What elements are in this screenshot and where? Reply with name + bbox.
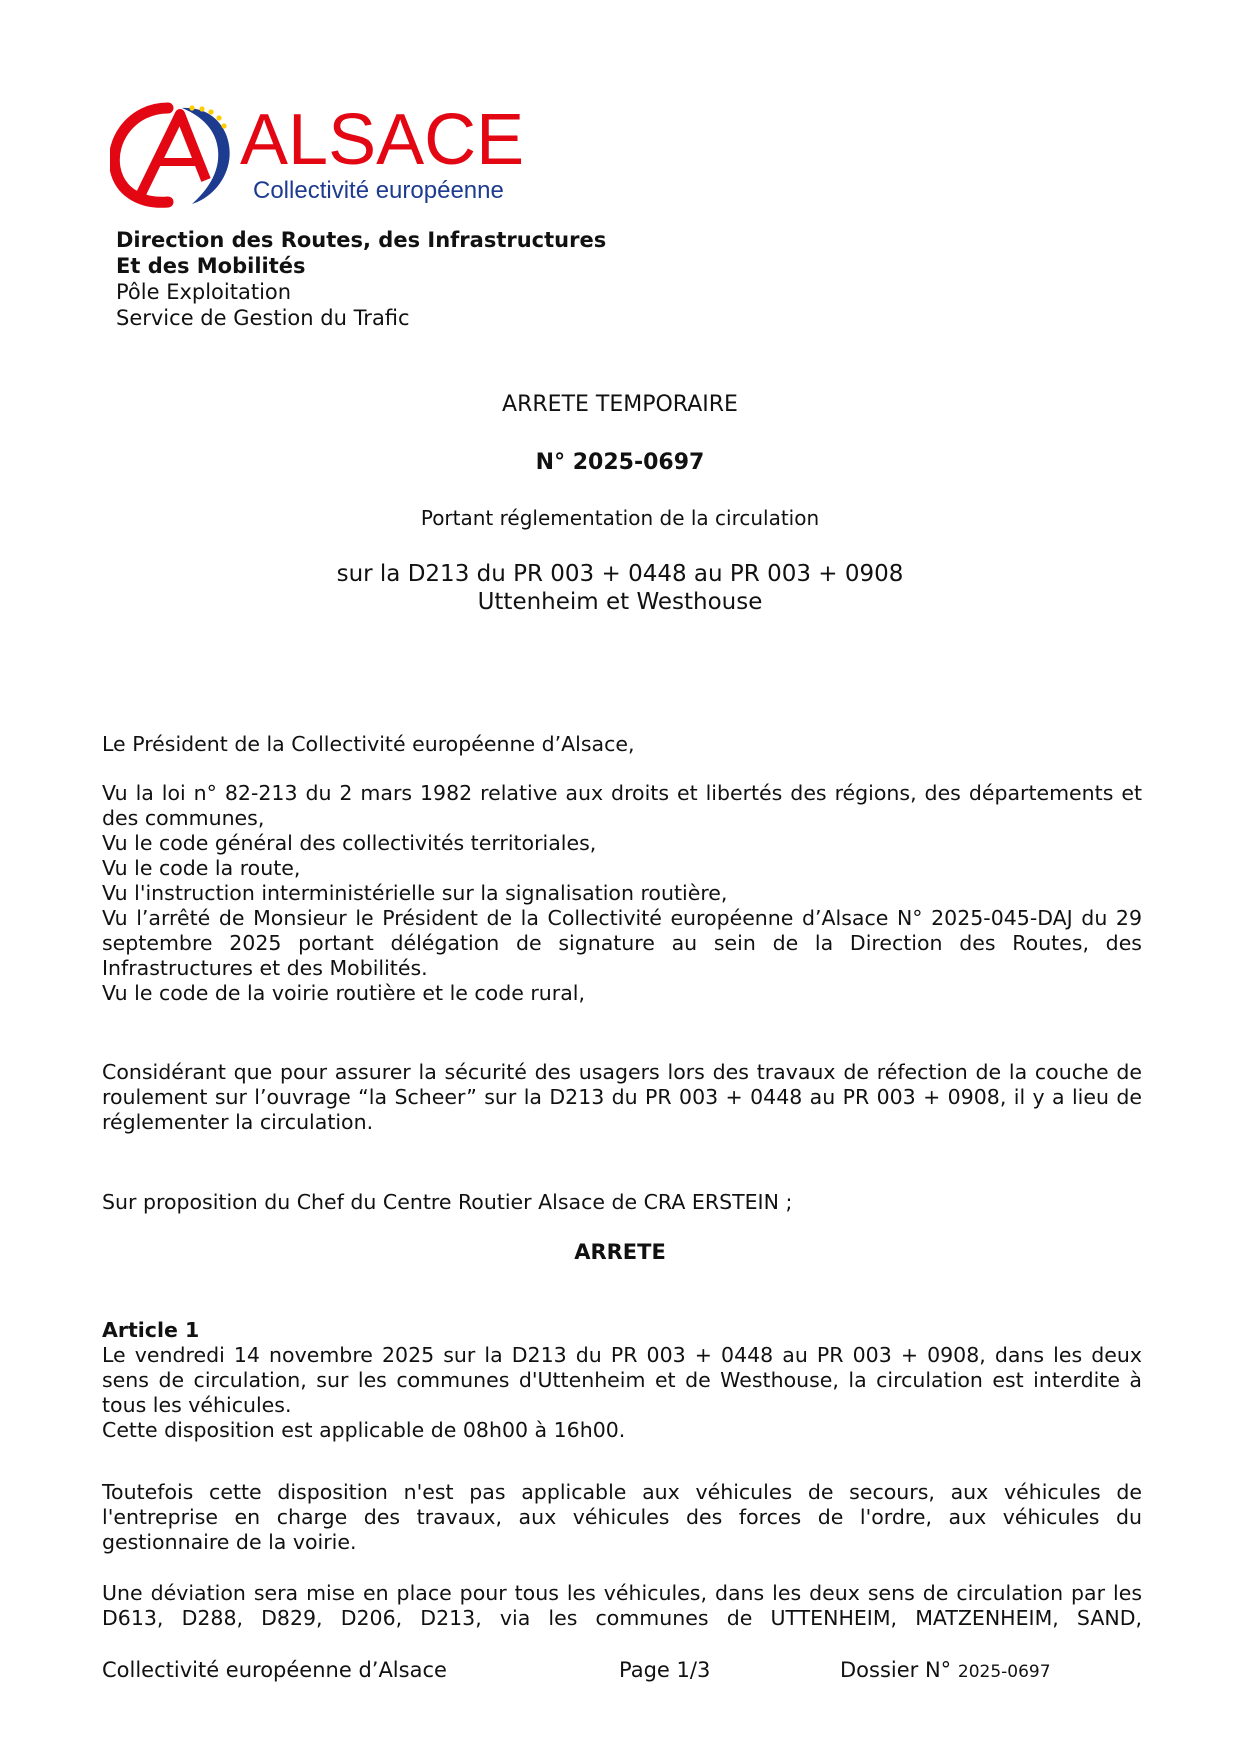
considerant-paragraph: Considérant que pour assurer la sécurité des usagers lors des travaux de réfection de la couche de roulement sur l’ouvrage “la Scheer” sur la D213 du PR 003 + 0448 au PR 003 + 0908, il y a lieu de réglementer la circulation.	[102, 1060, 1142, 1134]
department-line-1: Direction des Routes, des Infrastructures	[116, 228, 607, 252]
logo-red-a	[140, 114, 206, 196]
logo-blue-crescent	[182, 108, 230, 204]
department-line-2: Et des Mobilités	[116, 254, 306, 278]
article-1-deviation: Une déviation sera mise en place pour tous les véhicules, dans les deux sens de circulation par les D613, D288, D829, D206, D213, via les communes de UTTENHEIM, MATZENHEIM, SAND,	[102, 1581, 1142, 1630]
article-1-exception: Toutefois cette disposition n'est pas applicable aux véhicules de secours, aux véhicules de l'entreprise en charge des travaux, aux véhicules des forces de l'ordre, aux véhicules du gestionnaire de la voirie.	[102, 1480, 1142, 1554]
decree-type: ARRETE TEMPORAIRE	[502, 392, 738, 417]
article-1-hours: Cette disposition est applicable de 08h00 à 16h00.	[102, 1418, 626, 1442]
vu-item: Vu l’arrêté de Monsieur le Président de la Collectivité européenne d’Alsace N° 2025-045-DAJ du 29 septembre 2025 portant délégation de signature au sein de la Direction des Routes, des Infrastructures et des Mobilités.	[102, 906, 1142, 980]
department-block	[116, 227, 606, 331]
decree-location-line-2: Uttenheim et Westhouse	[477, 589, 763, 615]
alsace-logo-graphic	[110, 100, 530, 210]
footer-organization: Collectivité européenne d’Alsace	[102, 1658, 447, 1682]
alsace-logo	[110, 100, 530, 210]
logo-wordmark: ALSACE	[240, 100, 525, 180]
service-line: Service de Gestion du Trafic	[116, 306, 410, 330]
pole-line: Pôle Exploitation	[116, 280, 292, 304]
vu-list	[102, 781, 1142, 1006]
decree-location-line-1: sur la D213 du PR 003 + 0448 au PR 003 + 0908	[336, 561, 904, 587]
logo-subtitle: Collectivité européenne	[253, 177, 504, 204]
footer-dossier	[840, 1658, 1051, 1682]
vu-item: Vu l'instruction interministérielle sur la signalisation routière,	[102, 881, 728, 905]
vu-item: Vu le code général des collectivités territoriales,	[102, 831, 597, 855]
decree-location	[0, 560, 1240, 616]
vu-item: Vu le code de la voirie routière et le code rural,	[102, 981, 585, 1005]
vu-item: Vu le code la route,	[102, 856, 301, 880]
article-1	[102, 1318, 1142, 1443]
vu-item: Vu la loi n° 82-213 du 2 mars 1982 relative aux droits et libertés des régions, des départements et des communes,	[102, 781, 1142, 830]
decree-subject: Portant réglementation de la circulation	[420, 506, 820, 530]
proposition-line: Sur proposition du Chef du Centre Routier Alsace de CRA ERSTEIN ;	[102, 1190, 793, 1214]
footer-dossier-label: Dossier N°	[840, 1658, 952, 1682]
president-line: Le Président de la Collectivité européenne d’Alsace,	[102, 732, 635, 756]
footer-page-number: Page 1/3	[619, 1658, 711, 1682]
decree-number: N° 2025-0697	[535, 450, 705, 475]
article-1-text: Le vendredi 14 novembre 2025 sur la D213 du PR 003 + 0448 au PR 003 + 0908, dans les deux sens de circulation, sur les communes d'Uttenheim et de Westhouse, la circulation est interdite à tous les véhicules.	[102, 1343, 1142, 1417]
article-1-heading: Article 1	[102, 1318, 200, 1342]
arrete-heading: ARRETE	[574, 1240, 666, 1264]
footer-dossier-number: 2025-0697	[957, 1662, 1051, 1682]
